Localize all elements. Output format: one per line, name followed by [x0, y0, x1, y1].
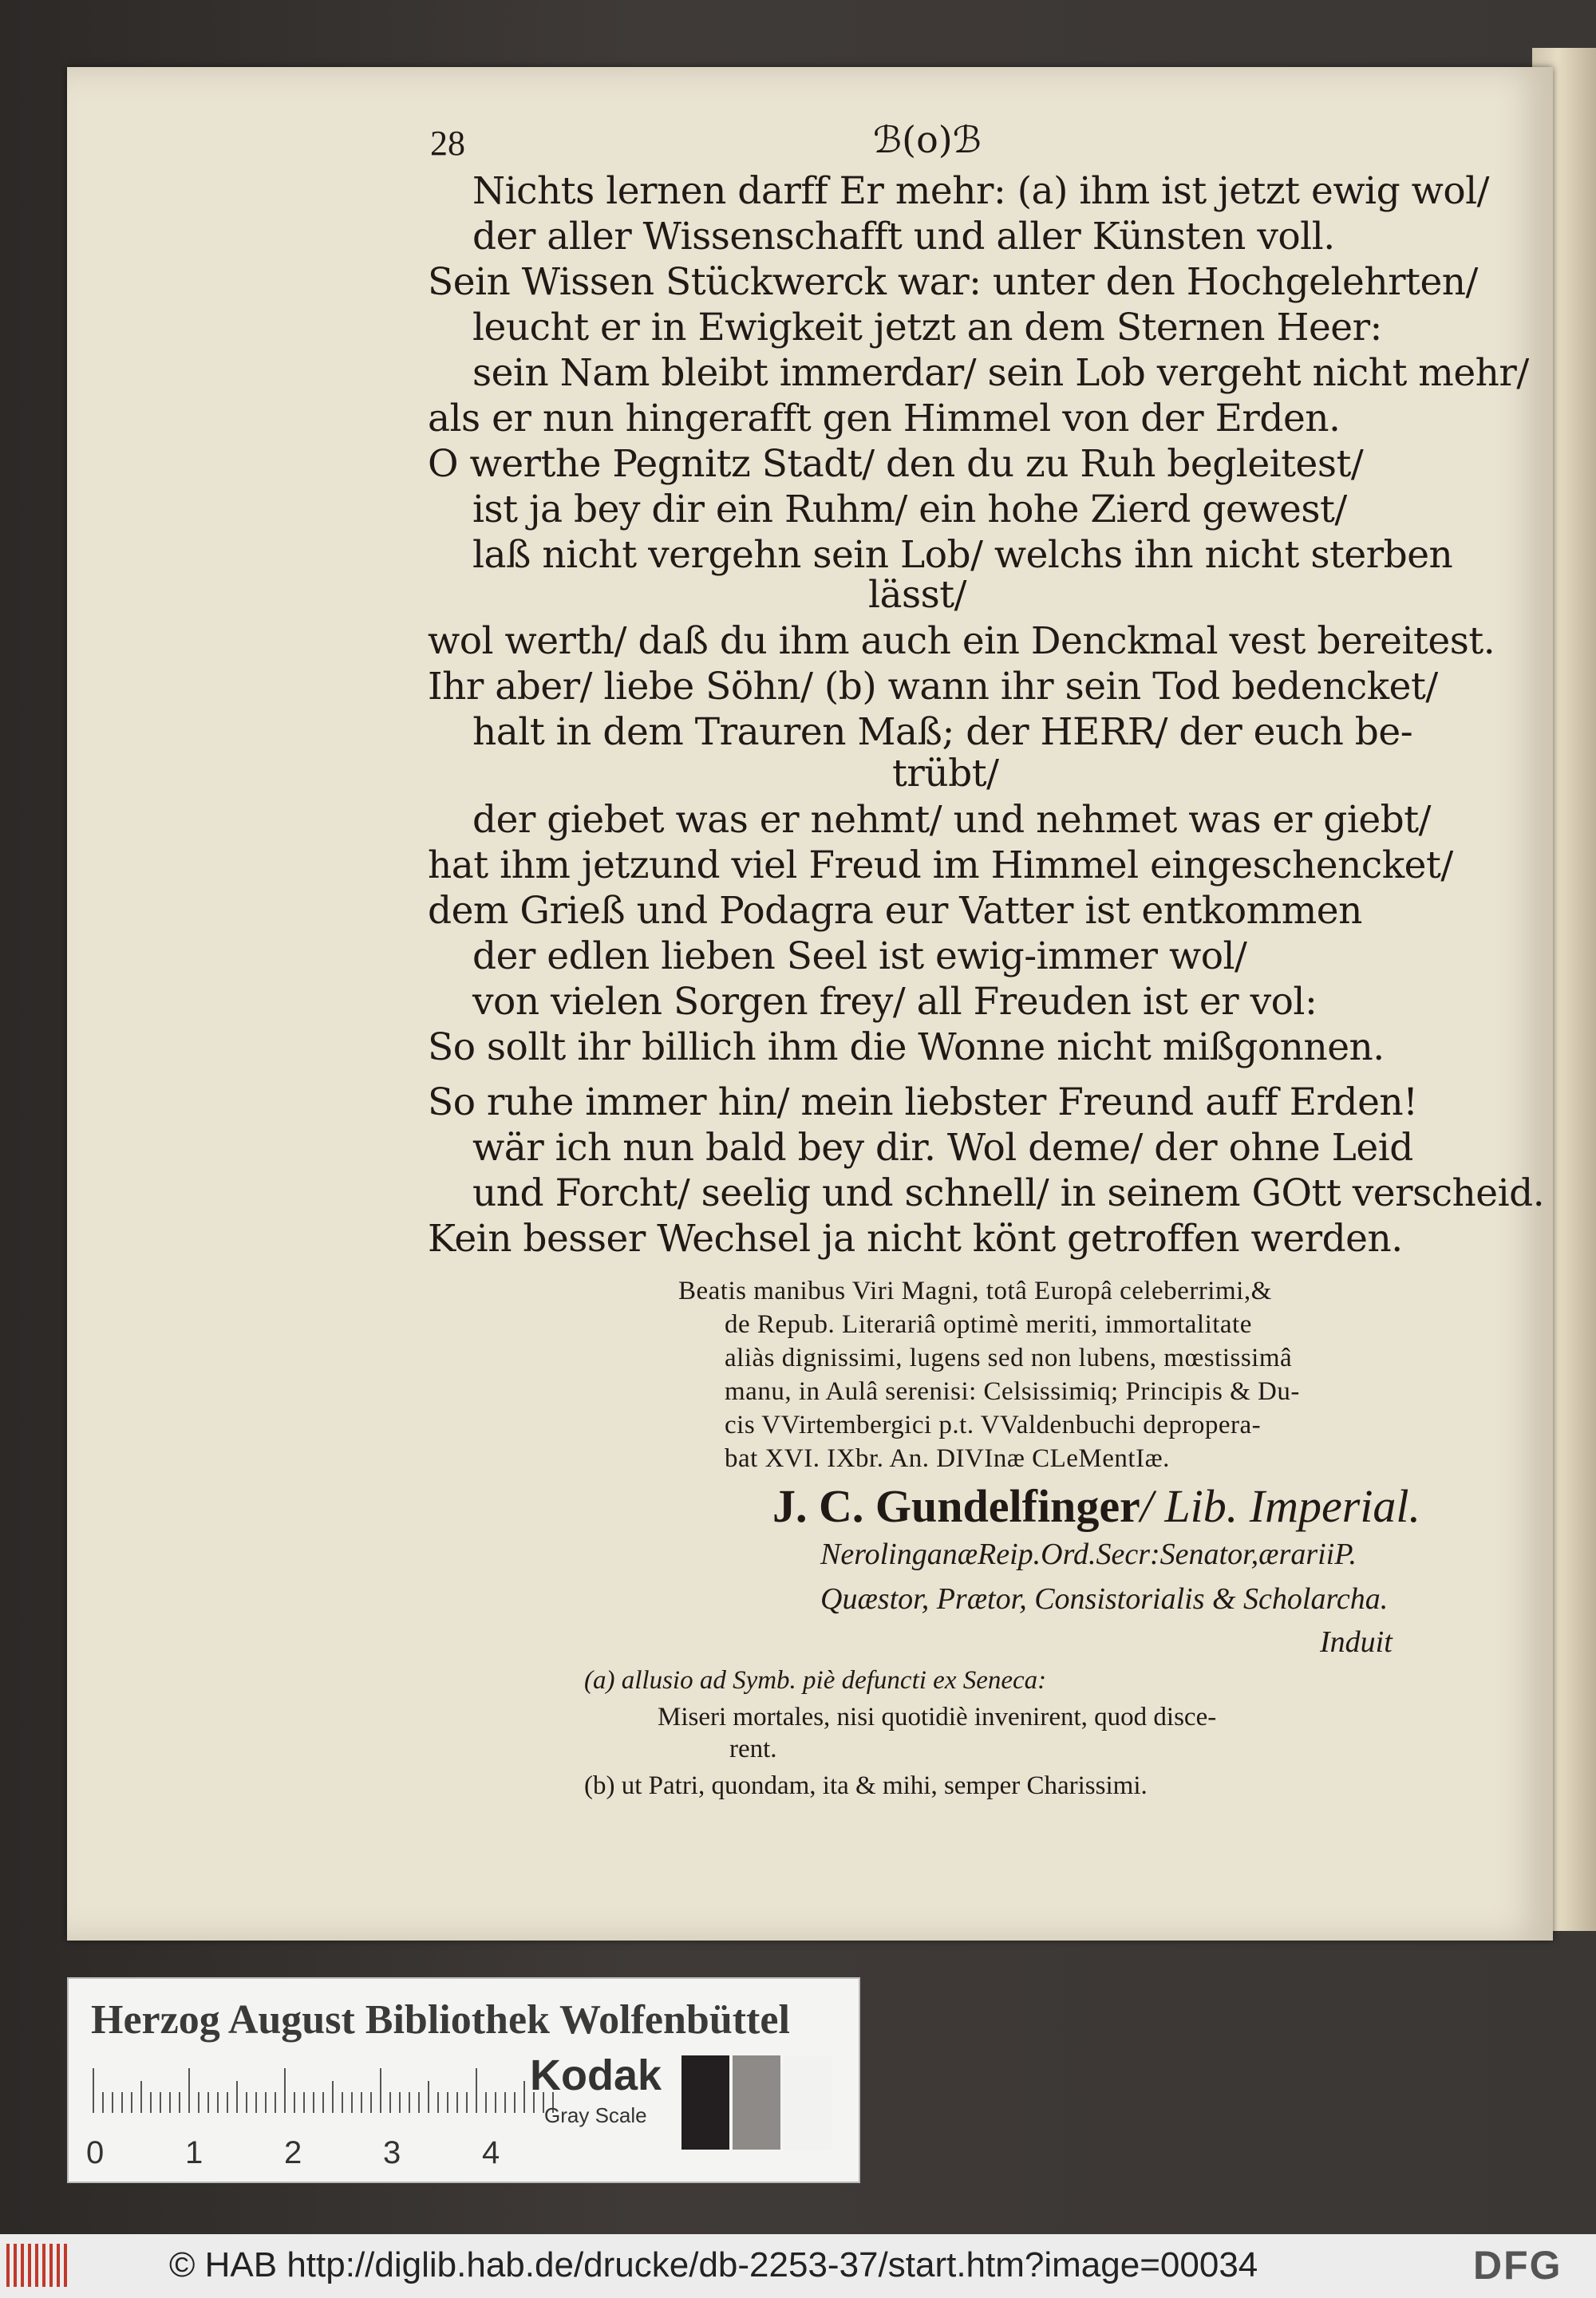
gray-swatch-dark — [681, 2055, 729, 2150]
dfg-logo: DFG — [1473, 2243, 1562, 2288]
ruler-tick — [322, 2092, 324, 2113]
author-name: J. C. Gundelfinger — [772, 1480, 1140, 1532]
ruler-tick — [514, 2092, 516, 2113]
ruler-tick — [303, 2092, 305, 2113]
poem-line: Nichts lernen darff Er mehr: (a) ihm ist jetzt ewig wol/ — [472, 169, 1490, 213]
ruler-tick — [409, 2092, 410, 2113]
poem-line: der giebet was er nehmt/ und nehmet was er giebt/ — [472, 798, 1431, 842]
poem-line: So sollt ihr billich ihm die Wonne nicht mißgonnen. — [428, 1025, 1385, 1069]
scale-label: 2 — [284, 2135, 302, 2170]
ruler-tick — [389, 2092, 391, 2113]
signature-office-line: NerolinganæReip.Ord.Secr:Senator,ærariiP. — [820, 1538, 1357, 1571]
ruler-tick — [188, 2068, 190, 2113]
poem-line: wär ich nun bald bey dir. Wol deme/ der ohne Leid — [472, 1126, 1413, 1170]
poem-line: halt in dem Trauren Maß; der HERR/ der euch be- — [472, 710, 1413, 754]
ruler-tick — [456, 2092, 458, 2113]
poem-line: wol werth/ daß du ihm auch ein Denckmal vest bereitest. — [428, 619, 1495, 663]
dedication-line: aliàs dignissimi, lugens sed non lubens, mœstissimâ — [725, 1344, 1293, 1372]
ruler-tick — [351, 2092, 353, 2113]
ruler-tick — [399, 2092, 401, 2113]
gray-swatch-light — [784, 2055, 832, 2150]
ruler-tick — [495, 2092, 496, 2113]
footnote-a: (a) allusio ad Symb. piè defuncti ex Seneca: — [584, 1666, 1047, 1695]
ruler-tick — [380, 2068, 381, 2113]
dedication-line: Beatis manibus Viri Magni, totâ Europâ celeberrimi,& — [678, 1277, 1272, 1305]
poem-line: O werthe Pegnitz Stadt/ den du zu Ruh begleitest/ — [428, 442, 1364, 486]
signature-induit: Induit — [1320, 1625, 1393, 1659]
poem-line: von vielen Sorgen frey/ all Freuden ist er vol: — [472, 980, 1317, 1024]
dedication-line: bat XVI. IXbr. An. DIVInæ CLeMentIæ. — [725, 1444, 1170, 1473]
poem-line: Kein besser Wechsel ja nicht könt getroffen werden. — [428, 1217, 1403, 1261]
ruler-tick — [207, 2092, 209, 2113]
kodak-logo: Kodak — [530, 2051, 662, 2099]
ruler-tick — [102, 2092, 104, 2113]
color-reference-card — [67, 1977, 860, 2183]
ruler-tick — [284, 2068, 286, 2113]
ruler-tick — [150, 2092, 152, 2113]
ruler-tick — [198, 2092, 200, 2113]
ruler-tick — [160, 2092, 161, 2113]
ruler-tick — [313, 2092, 314, 2113]
ruler-tick — [217, 2092, 219, 2113]
ruler-tick — [523, 2081, 525, 2113]
scale-label: 4 — [482, 2135, 500, 2170]
poem-line: leucht er in Ewigkeit jetzt an dem Sternen Heer: — [472, 306, 1382, 349]
footnote-a-text: Miseri mortales, nisi quotidiè invenirent, quod disce- — [658, 1703, 1217, 1731]
dedication-line: de Repub. Literariâ optimè meriti, immortalitate — [725, 1310, 1252, 1339]
ruler-tick — [370, 2092, 372, 2113]
dedication-line: cis VVirtembergici p.t. VValdenbuchi depropera- — [725, 1411, 1262, 1439]
ruler-tick — [275, 2092, 276, 2113]
signature-office-line: Quæstor, Prætor, Consistorialis & Scholarcha. — [820, 1582, 1389, 1616]
gray-scale-label: Gray Scale — [544, 2103, 647, 2127]
scale-label: 3 — [383, 2135, 401, 2170]
ruler-tick — [131, 2092, 132, 2113]
scale-ruler — [93, 2068, 557, 2113]
poem-line: lässt/ — [868, 573, 967, 617]
scale-label: 1 — [185, 2135, 203, 2170]
poem-line: Sein Wissen Stückwerck war: unter den Hochgelehrten/ — [428, 260, 1478, 304]
page-number: 28 — [430, 124, 465, 163]
ruler-tick — [332, 2081, 334, 2113]
library-name: Herzog August Bibliothek Wolfenbüttel — [91, 1997, 790, 2043]
ruler-tick — [169, 2092, 171, 2113]
ruler-tick — [342, 2092, 343, 2113]
book-page — [67, 67, 1553, 1941]
ruler-tick — [485, 2092, 487, 2113]
poem-line: So ruhe immer hin/ mein liebster Freund auff Erden! — [428, 1080, 1418, 1124]
ruler-tick — [466, 2092, 468, 2113]
poem-line: hat ihm jetzund viel Freud im Himmel eingeschencket/ — [428, 843, 1453, 887]
poem-line: sein Nam bleibt immerdar/ sein Lob vergeht nicht mehr/ — [472, 351, 1529, 395]
footnote-b: (b) ut Patri, quondam, ita & mihi, semper Charissimi. — [584, 1771, 1148, 1800]
ruler-tick — [437, 2092, 439, 2113]
ruler-tick — [227, 2092, 228, 2113]
gray-swatch-mid — [733, 2055, 780, 2150]
footnote-a-text: rent. — [729, 1735, 777, 1763]
header-ornament: ℬ(o)ℬ — [873, 118, 982, 161]
ruler-tick — [428, 2081, 429, 2113]
scale-label: 0 — [86, 2135, 105, 2170]
poem-line: trübt/ — [892, 752, 999, 796]
poem-line: und Forcht/ seelig und schnell/ in seinem GOtt verscheid. — [472, 1171, 1545, 1215]
ruler-tick — [246, 2092, 247, 2113]
ruler-tick — [265, 2092, 267, 2113]
ruler-tick — [504, 2092, 506, 2113]
poem-line: dem Grieß und Podagra eur Vatter ist entkommen — [428, 889, 1362, 933]
dedication-line: manu, in Aulâ serenisi: Celsissimiq; Principis & Du- — [725, 1377, 1300, 1406]
copyright-url[interactable]: © HAB http://diglib.hab.de/drucke/db-2253-37/start.htm?image=00034 — [169, 2245, 1258, 2284]
author-title: / Lib. Imperial. — [1140, 1480, 1421, 1532]
ruler-tick — [140, 2081, 142, 2113]
poem-line: laß nicht vergehn sein Lob/ welchs ihn nicht sterben — [472, 533, 1453, 577]
ruler-tick — [121, 2092, 123, 2113]
poem-line: der edlen lieben Seel ist ewig-immer wol/ — [472, 934, 1247, 978]
poem-line: Ihr aber/ liebe Söhn/ (b) wann ihr sein Tod bedencket/ — [428, 665, 1438, 709]
footer-bar — [0, 2234, 1596, 2298]
ruler-tick — [361, 2092, 362, 2113]
ruler-tick — [255, 2092, 257, 2113]
ruler-tick — [418, 2092, 420, 2113]
ruler-tick — [294, 2092, 295, 2113]
ruler-tick — [236, 2081, 238, 2113]
ruler-tick — [93, 2068, 94, 2113]
poem-line: ist ja bey dir ein Ruhm/ ein hohe Zierd gewest/ — [472, 488, 1347, 531]
poem-line: der aller Wissenschafft und aller Künsten voll. — [472, 215, 1335, 259]
ruler-tick — [179, 2092, 180, 2113]
ruler-tick — [112, 2092, 113, 2113]
ruler-tick — [476, 2068, 477, 2113]
ruler-tick — [447, 2092, 448, 2113]
poem-line: als er nun hingerafft gen Himmel von der Erden. — [428, 397, 1341, 440]
hab-logo-icon — [6, 2244, 67, 2287]
signature-name-line — [772, 1479, 1420, 1533]
